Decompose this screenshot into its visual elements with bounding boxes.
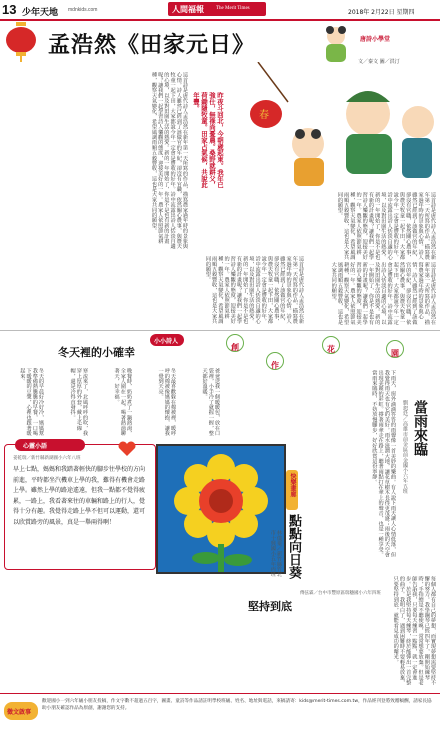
essay-rain-title: 當雨來臨 bbox=[412, 400, 428, 456]
poem-item-1: 冬天的早晨好冷好冷，媽媽幫我準備熱騰騰的早餐，一口喝下暖暖的豆漿，心裡也跟著暖起來。 bbox=[19, 368, 44, 436]
section-title: 少年天地 bbox=[22, 8, 59, 18]
heart-corner-box bbox=[4, 444, 156, 570]
issue-date: 2018年 2月22日 星期四 bbox=[348, 9, 415, 16]
poem-body-text-mid: 這首詩是唐代詩人孟浩然在新年第一天所寫的作品，描寫農家過年時的景象與心情。詩人雖然已經到了該做官的年紀，卻沒有官職，依然關心農事，與農夫牧童一起下田，大家都說今年一定會是豐收的好年。詩中流露出詩人恬淡自適的心境，以及對田園生活的熱愛。新的一年開始了，你是不是也有新的計畫呢？讓我們一起學習詩人樂觀的態度，迎接美好的一年。農家人依照節氣耕種，觀察天氣變化，希望風調雨順五穀豐收，這也是大家共同的願望。 bbox=[204, 256, 304, 324]
garden-word-2 bbox=[266, 352, 284, 370]
heart-corner-text: 早上七點，媽媽和我踏著輕快的腳步往學校的方向前進，平時都坐汽機車上學的我，難得有機會走路上學。雖然上學的路途遙遠，但我一點都不覺得疲累，一路上，我看著來往的車輛和路上的行人，覺得十分有趣。我覺得走路上學不但可以運動，還可以欣賞路旁的風景，真是一舉兩得啊！ bbox=[13, 466, 146, 526]
newspaper-logo bbox=[168, 2, 266, 16]
garden-word-4-label: 園 bbox=[391, 349, 399, 358]
footer-rule bbox=[0, 693, 440, 694]
poem-body-text-end: 這首詩是唐代詩人孟浩然在新年第一天所寫的作品，描寫農家過年時的景象與心情。詩人雖然已經到了該做官的年紀，卻沒有官職，依然關心農事，與農夫牧童一起下田，大家都說今年一定會是豐收的好年。詩中流露出詩人恬淡自適的心境，以及對田園生活的熱愛。新的一年開始了，你是不是也有新的計畫呢？讓我們一起學習詩人樂觀的態度，迎接美好的一年。農家人依照節氣耕種，觀察天氣變化，希望風調雨順五穀豐收，這也是大家共同的願望。 bbox=[330, 262, 436, 325]
column-tag bbox=[356, 30, 416, 48]
section-divider bbox=[0, 330, 440, 331]
essay-persist-title: 堅持到底 bbox=[248, 600, 292, 613]
artwork-author: 林儀蓁／新竹縣竹北市十興國小五年丙班 bbox=[269, 530, 282, 577]
site-url[interactable]: mdnkids.com bbox=[68, 7, 98, 13]
column-tag-label: 唐詩小學堂 bbox=[360, 36, 391, 43]
header-rule bbox=[0, 19, 440, 21]
poet-badge bbox=[150, 334, 184, 346]
poem-credits: 文／秦文 圖／洪汀 bbox=[358, 59, 400, 65]
footer-badge bbox=[4, 702, 38, 720]
heart-corner-header bbox=[15, 439, 85, 451]
creative-title: 冬天裡的小確幸 bbox=[58, 346, 135, 359]
garden-word-1-label: 創 bbox=[231, 343, 239, 352]
poem-item-4: 冬天最喜歡躲在棉被裡，暖呼呼的棉被像媽媽的懷抱，讓我一覺到天亮。 bbox=[157, 368, 176, 436]
essay-persist-author: 傅弦霖／台中市豐原區瑞穗國小六年四班 bbox=[300, 591, 381, 596]
lantern-icon bbox=[4, 22, 38, 62]
garden-word-1 bbox=[226, 334, 244, 352]
essay-rain-author: 劉恕廷／高雄市前金區前金國小六年五班 bbox=[402, 400, 408, 494]
masthead bbox=[0, 0, 440, 20]
garden-word-4 bbox=[386, 340, 404, 358]
essay-rain-body: 下雨天，窗外滴滴答答的雨聲像一首美妙的樂曲。有人說下雨天讓人心情低落，但我覺得雨天也有它的美好。雨水滋潤大地，讓花草樹木長得更茂盛；雨後的天空會出現美麗的彩虹。撐著雨傘走在路上，聽著雨點打在傘上的聲音，也是一種享受。當雨來臨時，不妨放慢腳步，好好欣賞這份寧靜。 bbox=[371, 370, 396, 558]
artwork-title: 點點向日葵 bbox=[286, 514, 301, 579]
poem-item-2: 寒流來了，北風呼呼的吹，我穿上厚厚的外套，戴上毛線帽，還是冷得直發抖。 bbox=[69, 368, 88, 436]
artwork-image bbox=[156, 444, 286, 574]
logo-en: The Merit Times bbox=[216, 6, 250, 11]
poem-item-3: 晚餐時，奶奶煮了一鍋熱湯，全家人圍在一起，喝著熱湯聊著天，好幸福。 bbox=[113, 368, 132, 436]
gallery-tag-label: 快樂畫廊 bbox=[289, 473, 296, 497]
footer-badge-label: 徵文啟事 bbox=[7, 709, 32, 716]
heart-corner-title: 心靈小語 bbox=[23, 443, 48, 450]
footer-text: 歡迎國小一到六年級小朋友投稿，作文字數不超過五百字，圖畫、童詩等作品請註明學校班級、姓名、地址與電話，來稿請寄：kids@merit-times.com.tw，作品經刊登將致贈稿酬，請家長協助小朋友確認作品為原創，謝謝您的支持。 bbox=[42, 699, 432, 711]
svg-text:春: 春 bbox=[259, 110, 269, 121]
logo-cn: 人間福報 bbox=[172, 4, 204, 14]
poem-body-text: 這首詩是唐代詩人孟浩然在新年第一天所寫的作品，描寫農家過年時的景象與心情。詩人雖然已經到了該做官的年紀，卻沒有官職，依然關心農事，與農夫牧童一起下田，大家都說今年一定會是豐收的好年。詩中流露出詩人恬淡自適的心境，以及對田園生活的熱愛。新的一年開始了，你是不是也有新的計畫呢？讓我們一起學習詩人樂觀的態度，迎接美好的一年。農家人依照節氣耕種，觀察天氣變化，希望風調雨順五穀豐收，這也是大家共同的願望。 bbox=[150, 72, 188, 249]
poem-item-5: 爸爸送我一個暖暖包，放在口袋裡，小手冷了就握一握，整天都好溫暖。 bbox=[201, 368, 220, 436]
garden-word-2-label: 作 bbox=[271, 361, 279, 370]
page-number: 13 bbox=[2, 2, 17, 17]
poet-badge-label: 小小詩人 bbox=[154, 338, 179, 345]
poem-title: 孟浩然《田家元日》 bbox=[48, 33, 256, 58]
gallery-tag bbox=[286, 470, 298, 510]
poem-body-text-right: 這首詩是唐代詩人孟浩然在新年第一天所寫的作品，描寫農家過年時的景象與心情。詩人雖然已經到了該做官的年紀，卻沒有官職，依然關心農事，與農夫牧童一起下田，大家都說今年一定會是豐收的好年。詩中流露出詩人恬淡自適的心境，以及對田園生活的熱愛。新的一年開始了，你是不是也有新的計畫呢？讓我們一起學習詩人樂觀的態度，迎接美好的一年。農家人依照節氣耕種，觀察天氣變化，希望風調雨順五穀豐收，這也是大家共同的願望。 bbox=[336, 192, 436, 260]
poem-intro: 昨夜斗回北，今朝歲起東。我年已強仕，無祿尚憂農。桑野就耕父，荷鋤隨牧童。田家占氣候，共說此年豐。 bbox=[192, 92, 224, 188]
heart-corner-author: 姜乾瑞／新竹縣新湖國小六年八班 bbox=[13, 456, 81, 461]
child-icon bbox=[318, 24, 354, 64]
garden-word-3 bbox=[322, 336, 340, 354]
new-year-illustration bbox=[228, 62, 436, 190]
garden-word-3-label: 花 bbox=[327, 345, 335, 354]
essay-persist-body: 每個人都有自己的夢想，而實現夢想需要堅持不懈的努力。我學鋼琴已經四年了，剛開始練琴時，手指總是不聽使喚，常常想要放棄。但是老師告訴我，只要每天練習一點點，就一定會進步。於是我堅持每天練琴，終於能彈出一首完整的曲子。我明白了，遇到困難時不要輕易放棄，只要堅持到底，就能看見成功的曙光。 bbox=[392, 576, 436, 686]
